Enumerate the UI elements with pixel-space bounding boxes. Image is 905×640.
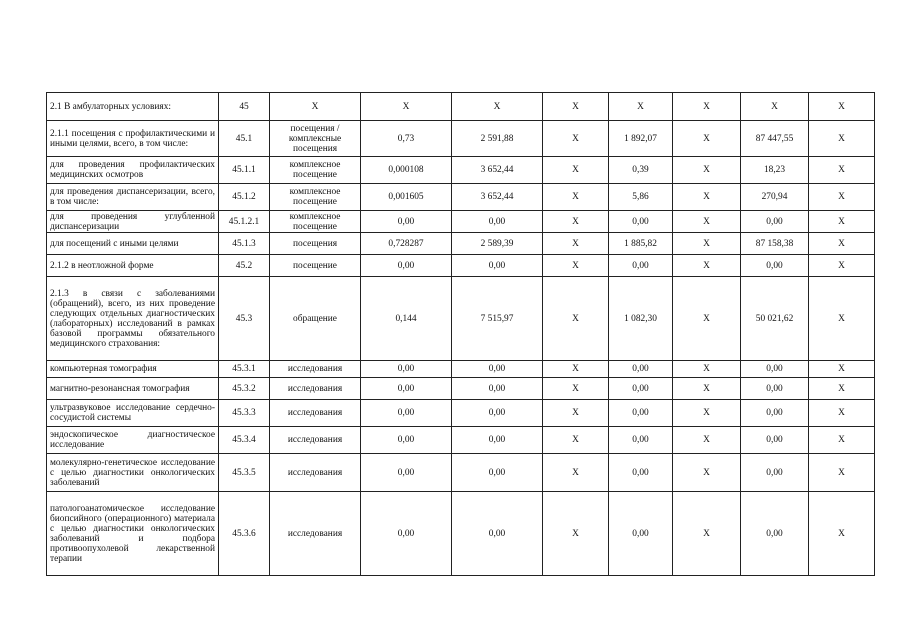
cell-value: Х (673, 454, 741, 492)
table-row (47, 121, 875, 157)
cell-value: 0,00 (361, 427, 452, 454)
cell-value: Х (543, 454, 609, 492)
table-row (47, 361, 875, 378)
table-row (47, 233, 875, 255)
cell-unit: комплексное посещение (270, 157, 361, 184)
cell-value: Х (673, 211, 741, 233)
table-row (47, 255, 875, 277)
cell-value: Х (673, 157, 741, 184)
cell-value: Х (543, 233, 609, 255)
cell-value: 0,00 (741, 378, 809, 400)
cell-value: 0,00 (361, 400, 452, 427)
cell-value: 0,00 (452, 378, 543, 400)
cell-value: Х (673, 427, 741, 454)
cell-value: Х (673, 492, 741, 576)
volumes-table (46, 92, 875, 576)
cell-value: Х (673, 233, 741, 255)
cell-value: Х (809, 427, 875, 454)
cell-value: 2 591,88 (452, 121, 543, 157)
cell-code: 45 (219, 93, 270, 121)
cell-value: Х (609, 93, 673, 121)
cell-code: 45.2 (219, 255, 270, 277)
cell-name: ультразвуковое исследование сердечно-сосудистой системы (47, 400, 219, 427)
cell-value: 0,144 (361, 277, 452, 361)
table-row (47, 454, 875, 492)
cell-value: 270,94 (741, 184, 809, 211)
cell-code: 45.1.1 (219, 157, 270, 184)
cell-name: магнитно-резонансная томография (47, 378, 219, 400)
cell-value: 0,728287 (361, 233, 452, 255)
cell-value: 0,00 (741, 400, 809, 427)
cell-value: Х (673, 378, 741, 400)
cell-value: 0,00 (361, 255, 452, 277)
cell-code: 45.3.5 (219, 454, 270, 492)
cell-name: для проведения углубленной диспансеризации (47, 211, 219, 233)
cell-code: 45.3.2 (219, 378, 270, 400)
cell-value: 1 885,82 (609, 233, 673, 255)
cell-value: Х (809, 361, 875, 378)
cell-value: 0,00 (452, 492, 543, 576)
cell-value: Х (543, 184, 609, 211)
cell-value: 0,00 (452, 255, 543, 277)
cell-value: 0,00 (361, 492, 452, 576)
cell-value: 0,00 (452, 427, 543, 454)
cell-code: 45.1 (219, 121, 270, 157)
table-row (47, 211, 875, 233)
cell-value: 3 652,44 (452, 184, 543, 211)
cell-value: 87 158,38 (741, 233, 809, 255)
table-row (47, 492, 875, 576)
cell-value: 0,00 (609, 361, 673, 378)
cell-value: Х (543, 211, 609, 233)
cell-value: Х (361, 93, 452, 121)
cell-name: для проведения профилактических медицинских осмотров (47, 157, 219, 184)
cell-name: 2.1 В амбулаторных условиях: (47, 93, 219, 121)
cell-value: 0,00 (452, 400, 543, 427)
table-row (47, 378, 875, 400)
cell-code: 45.3 (219, 277, 270, 361)
cell-name: 2.1.2 в неотложной форме (47, 255, 219, 277)
cell-value: 0,00 (741, 361, 809, 378)
cell-value: 2 589,39 (452, 233, 543, 255)
cell-value: 18,23 (741, 157, 809, 184)
cell-value: Х (809, 277, 875, 361)
cell-value: Х (543, 492, 609, 576)
cell-unit: посещения / комплексные посещения (270, 121, 361, 157)
cell-code: 45.3.6 (219, 492, 270, 576)
cell-value: 0,00 (741, 492, 809, 576)
cell-value: Х (673, 255, 741, 277)
cell-value: Х (741, 93, 809, 121)
cell-value: 0,00 (452, 211, 543, 233)
cell-unit: исследования (270, 427, 361, 454)
cell-code: 45.1.3 (219, 233, 270, 255)
table-row (47, 277, 875, 361)
cell-value: 0,00 (741, 427, 809, 454)
cell-value: 0,000108 (361, 157, 452, 184)
cell-code: 45.3.1 (219, 361, 270, 378)
cell-value: Х (543, 93, 609, 121)
cell-value: Х (543, 277, 609, 361)
cell-value: 0,00 (741, 255, 809, 277)
cell-value: Х (809, 121, 875, 157)
cell-value: Х (452, 93, 543, 121)
cell-value: Х (543, 121, 609, 157)
cell-value: 7 515,97 (452, 277, 543, 361)
cell-value: 0,00 (609, 211, 673, 233)
cell-code: 45.3.4 (219, 427, 270, 454)
cell-unit: комплексное посещение (270, 211, 361, 233)
cell-value: Х (809, 93, 875, 121)
table-body (47, 93, 875, 576)
cell-value: 0,00 (452, 361, 543, 378)
cell-value: 0,00 (609, 378, 673, 400)
cell-value: Х (543, 255, 609, 277)
cell-value: 0,00 (361, 211, 452, 233)
cell-value: Х (673, 277, 741, 361)
cell-value: Х (543, 400, 609, 427)
cell-value: Х (809, 255, 875, 277)
cell-name: эндоскопическое диагностическое исследование (47, 427, 219, 454)
table-row (47, 400, 875, 427)
cell-value: Х (673, 93, 741, 121)
cell-unit: обращение (270, 277, 361, 361)
cell-value: 0,73 (361, 121, 452, 157)
cell-value: 1 892,07 (609, 121, 673, 157)
cell-value: Х (809, 233, 875, 255)
cell-code: 45.1.2 (219, 184, 270, 211)
cell-code: 45.3.3 (219, 400, 270, 427)
cell-unit: комплексное посещение (270, 184, 361, 211)
cell-value: Х (809, 157, 875, 184)
cell-value: Х (673, 184, 741, 211)
cell-value: 0,00 (609, 427, 673, 454)
cell-value: 0,00 (361, 378, 452, 400)
cell-value: Х (809, 454, 875, 492)
cell-value: Х (673, 400, 741, 427)
cell-value: 5,86 (609, 184, 673, 211)
cell-value: 0,00 (609, 492, 673, 576)
cell-name: патологоанатомическое исследование биопсийного (операционного) материала с целью диагностики онкологических заболеваний и подбора противоопухолевой лекарственной терапии (47, 492, 219, 576)
cell-value: Х (543, 361, 609, 378)
cell-value: 3 652,44 (452, 157, 543, 184)
cell-value: Х (543, 427, 609, 454)
cell-name: 2.1.3 в связи с заболеваниями (обращений), всего, из них проведение следующих отдельных диагностических (лабораторных) исследований в рамках базовой программы обязательного медицинского страхования: (47, 277, 219, 361)
table-row (47, 184, 875, 211)
cell-unit: Х (270, 93, 361, 121)
cell-value: 0,39 (609, 157, 673, 184)
cell-unit: посещения (270, 233, 361, 255)
cell-value: 0,00 (741, 454, 809, 492)
cell-unit: исследования (270, 492, 361, 576)
cell-value: Х (673, 121, 741, 157)
cell-value: 0,00 (452, 454, 543, 492)
cell-unit: исследования (270, 378, 361, 400)
cell-value: 87 447,55 (741, 121, 809, 157)
cell-value: 50 021,62 (741, 277, 809, 361)
cell-name: компьютерная томография (47, 361, 219, 378)
cell-value: Х (673, 361, 741, 378)
cell-value: 0,00 (609, 400, 673, 427)
cell-unit: исследования (270, 400, 361, 427)
cell-value: Х (809, 184, 875, 211)
cell-value: 0,00 (609, 454, 673, 492)
table-row (47, 427, 875, 454)
cell-value: 0,00 (361, 361, 452, 378)
cell-name: для проведения диспансеризации, всего, в том числе: (47, 184, 219, 211)
cell-code: 45.1.2.1 (219, 211, 270, 233)
cell-name: 2.1.1 посещения с профилактическими и иными целями, всего, в том числе: (47, 121, 219, 157)
cell-value: 0,00 (609, 255, 673, 277)
cell-unit: исследования (270, 361, 361, 378)
cell-value: Х (809, 400, 875, 427)
cell-value: 1 082,30 (609, 277, 673, 361)
cell-name: для посещений с иными целями (47, 233, 219, 255)
cell-unit: исследования (270, 454, 361, 492)
cell-value: Х (543, 378, 609, 400)
cell-value: 0,00 (741, 211, 809, 233)
cell-value: 0,001605 (361, 184, 452, 211)
cell-value: Х (809, 378, 875, 400)
cell-value: Х (543, 157, 609, 184)
cell-value: Х (809, 211, 875, 233)
cell-unit: посещение (270, 255, 361, 277)
table-row (47, 93, 875, 121)
table-row (47, 157, 875, 184)
cell-value: Х (809, 492, 875, 576)
cell-name: молекулярно-генетическое исследование с целью диагностики онкологических заболеваний (47, 454, 219, 492)
cell-value: 0,00 (361, 454, 452, 492)
